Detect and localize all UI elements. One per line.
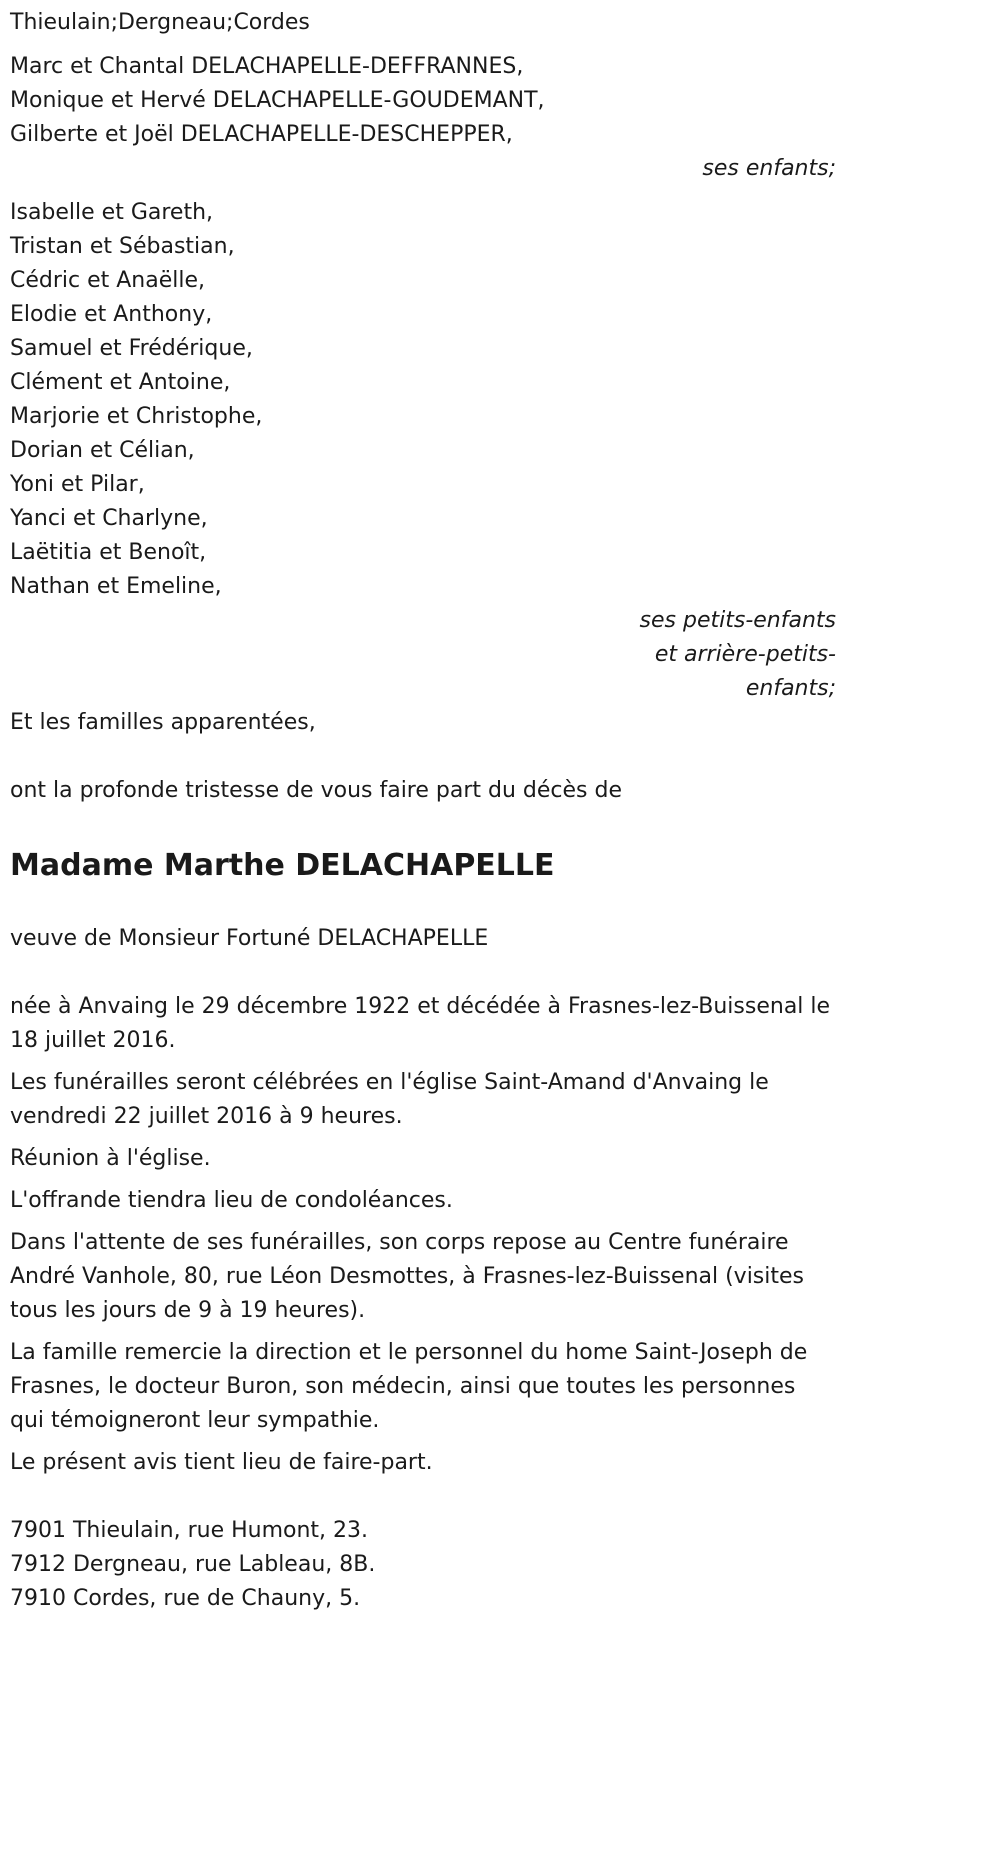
children-role: ses enfants; [702, 156, 836, 181]
grandchildren-line: Marjorie et Christophe, [10, 404, 263, 429]
grandchildren-role-line: enfants; [745, 676, 836, 701]
address-line: 7910 Cordes, rue de Chauny, 5. [10, 1586, 361, 1611]
grandchildren-line: Tristan et Sébastian, [10, 234, 235, 259]
address-line: 7901 Thieulain, rue Humont, 23. [10, 1518, 369, 1543]
widow-of: veuve de Monsieur Fortuné DELACHAPELLE [10, 926, 489, 951]
header-places: Thieulain;Dergneau;Cordes [10, 10, 310, 35]
related-families: Et les familles apparentées, [10, 710, 316, 735]
grandchildren-line: Yanci et Charlyne, [10, 506, 208, 531]
grandchildren-line: Cédric et Anaëlle, [10, 268, 206, 293]
address-line: 7912 Dergneau, rue Lableau, 8B. [10, 1552, 376, 1577]
birth-death-paragraph: née à Anvaing le 29 décembre 1922 et décédée à Frasnes-lez-Buissenal le 18 juillet 2016. [10, 994, 831, 1053]
thanks-paragraph: La famille remercie la direction et le personnel du home Saint-Joseph de Frasnes, le docteur Buron, son médecin, ainsi que toutes les personnes qui témoigneront leur sympathie. [10, 1340, 808, 1433]
grandchildren-line: Dorian et Célian, [10, 438, 195, 463]
grandchildren-line: Laëtitia et Benoît, [10, 540, 207, 565]
grandchildren-block [10, 196, 836, 706]
grandchildren-line: Clément et Antoine, [10, 370, 231, 395]
funeral-paragraph: Les funérailles seront célébrées en l'église Saint-Amand d'Anvaing le vendredi 22 juillet 2016 à 9 heures. [10, 1070, 769, 1129]
grandchildren-line: Samuel et Frédérique, [10, 336, 253, 361]
obituary-notice [10, 0, 836, 1616]
children-block [10, 50, 836, 186]
notice-paragraph: Le présent avis tient lieu de faire-part. [10, 1450, 433, 1475]
grandchildren-line: Yoni et Pilar, [10, 472, 145, 497]
grandchildren-role-line: et arrière-petits- [654, 642, 836, 667]
children-line: Gilberte et Joël DELACHAPELLE-DESCHEPPER, [10, 122, 513, 147]
announcement-text: ont la profonde tristesse de vous faire part du décès de [10, 778, 622, 803]
meeting-paragraph: Réunion à l'église. [10, 1146, 211, 1171]
grandchildren-line: Elodie et Anthony, [10, 302, 213, 327]
funeral-home-paragraph: Dans l'attente de ses funérailles, son corps repose au Centre funéraire André Vanhole, 80, rue Léon Desmottes, à Frasnes-lez-Buissenal (visites tous les jours de 9 à 19 heures). [10, 1230, 805, 1323]
grandchildren-role-line: ses petits-enfants [639, 608, 836, 633]
children-line: Marc et Chantal DELACHAPELLE-DEFFRANNES, [10, 54, 524, 79]
grandchildren-line: Isabelle et Gareth, [10, 200, 214, 225]
offering-paragraph: L'offrande tiendra lieu de condoléances. [10, 1188, 453, 1213]
deceased-name: Madame Marthe DELACHAPELLE [10, 848, 555, 883]
grandchildren-line: Nathan et Emeline, [10, 574, 222, 599]
addresses-block [10, 1514, 836, 1616]
children-line: Monique et Hervé DELACHAPELLE-GOUDEMANT, [10, 88, 545, 113]
